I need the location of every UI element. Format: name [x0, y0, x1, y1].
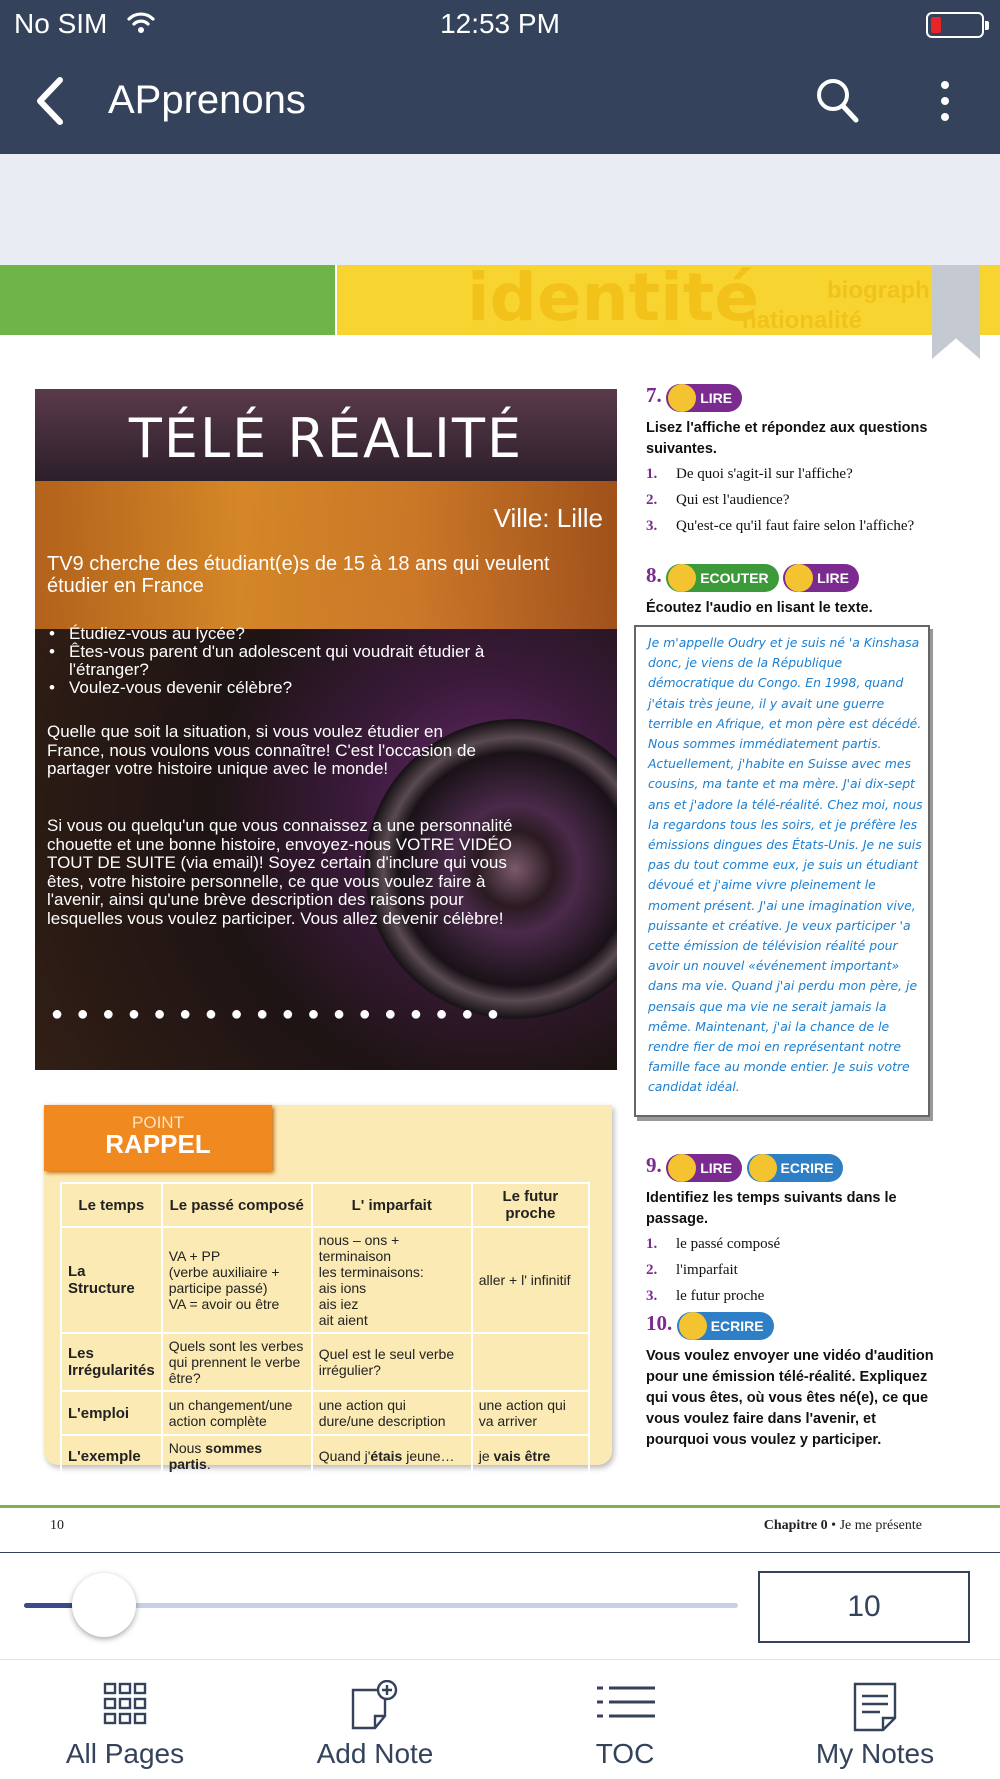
page-number-input[interactable]: 10: [758, 1571, 970, 1643]
poster-paragraph-2: Si vous ou quelqu'un que vous connaissez a une personnalité chouette et une bonne histoire, envoyez-nous VOTRE VIDÉO TOUT DE SUITE (via email)! Soyez certain d'inclure qui vous êtes, votre histoire personnelle, ce que vous voulez faire à l'avenir, ainsi qu'une brève description des raisons pour lesquelles vous voulez participer. Vous allez devenir célèbre!: [47, 816, 513, 928]
table-cell: aller + l' infinitif: [472, 1227, 589, 1333]
list-item: 2. Qui est l'audience?: [646, 491, 790, 508]
more-vertical-icon[interactable]: [930, 78, 960, 124]
table-cell: Quels sont les verbes qui prennent le verbe être?: [162, 1333, 312, 1391]
tab-toc[interactable]: [500, 1660, 750, 1779]
tab-my-notes[interactable]: [750, 1660, 1000, 1779]
app-bar: [0, 50, 1000, 154]
battery-icon: [926, 12, 984, 38]
exercise-7: [646, 383, 936, 544]
header-yellow-band: [337, 265, 1000, 335]
notes-icon: [845, 1680, 905, 1734]
rappel-title: RAPPEL: [105, 1129, 211, 1159]
poster-paragraph-1: Quelle que soit la situation, si vous voulez étudier en France, nous voulons vous connaître! C'est l'occasion de partager votre histoire unique avec le monde!: [47, 722, 476, 778]
table-cell: VA + PP (verbe auxiliaire + participe passé) VA = avoir ou être: [162, 1227, 312, 1333]
exercise-10: [646, 1311, 936, 1451]
tab-add-note[interactable]: [250, 1660, 500, 1779]
table-cell: un changement/une action complète: [162, 1391, 312, 1435]
chapter-label: Chapitre 0 • Je me présente: [763, 1518, 922, 1533]
poster-bullet: • Étudiez-vous au lycée?: [69, 625, 489, 643]
exercise-number: 9.: [646, 1153, 662, 1177]
ear-icon: [668, 564, 696, 592]
poster-bullets: [69, 625, 489, 697]
clock: 12:53 PM: [440, 8, 560, 39]
table-cell: je vais être: [472, 1435, 589, 1477]
tab-label: TOC: [595, 1738, 655, 1769]
table-header: L' imparfait: [312, 1183, 472, 1227]
book-page[interactable]: [0, 265, 1000, 1553]
list-icon: [595, 1680, 655, 1730]
poster-lead: TV9 cherche des étudiant(e)s de 15 à 18 ans qui veulent étudier en France: [47, 553, 550, 597]
exercise-number: 10.: [646, 1311, 673, 1335]
table-cell: nous – ons + terminaison les terminaisons: ais ions ais iez ait aient: [312, 1227, 472, 1333]
tab-label: Add Note: [316, 1738, 434, 1769]
table-cell: Quand j'étais jeune…: [312, 1435, 472, 1477]
poster-dots: ● ● ● ● ● ● ● ● ● ● ● ● ● ● ● ● ● ●: [51, 1003, 503, 1025]
app-title: APprenons: [108, 78, 306, 122]
list-item: 3. Qu'est-ce qu'il faut faire selon l'affiche?: [646, 517, 915, 534]
table-cell: une action qui va arriver: [472, 1391, 589, 1435]
pencil-icon: [749, 1154, 777, 1182]
grid-icon: [95, 1680, 155, 1730]
table-row-label: L'exemple: [61, 1435, 162, 1477]
tab-label: All Pages: [65, 1738, 185, 1769]
list-item: 1. De quoi s'agit-il sur l'affiche?: [646, 465, 853, 482]
rappel-point-label: POINT: [132, 1113, 184, 1132]
ecouter-badge[interactable]: ECOUTER: [666, 564, 778, 592]
letter-card: [634, 625, 930, 1117]
footer-rule: [0, 1505, 1000, 1508]
page-slider-thumb[interactable]: [72, 1573, 136, 1637]
header-green-band: [0, 265, 335, 335]
exercise-instruction: Identifiez les temps suivants dans le passage.: [646, 1189, 897, 1227]
watermark-identite: identité: [467, 265, 760, 335]
list-item: 3. le futur proche: [646, 1287, 765, 1304]
poster-bullet: • Voulez-vous devenir célèbre?: [69, 679, 489, 697]
table-row-label: Les Irrégularités: [61, 1333, 162, 1391]
lire-badge[interactable]: LIRE: [783, 564, 859, 592]
status-bar: [0, 0, 1000, 50]
letter-text: Je m'appelle Oudry et je suis né 'a Kinshasa donc, je viens de la République démocratique du Congo. En 1998, quand j'étais très jeune, il y avait une guerre terrible en Afrique, et mon père est décédé. Nous sommes immédiatement partis. Actuellement, j'habite en Suisse avec mes cousins, ma tante et ma mère. J'ai dix-sept ans et j'adore la télé-réalité. Chez moi, nous la regardons tous les soirs, et je préfère les émissions dingues des États-Unis. Je ne suis pas du tout comme eux, je suis un étudiant dévoué et j'aime vivre pleinement le moment présent. J'ai une imagination vive, puissante et créative. Je veux participer 'a cette émission de télévision réalité pour avoir un nouvel «événement important» dans ma vie. Quand j'ai perdu mon père, je pensais que ma vie ne serait jamais la même. Maintenant, j'ai la chance de le rendre fier de moi en représentant notre famille face au monde entier. Je suis votre candidat idéal.: [648, 635, 923, 1095]
watermark-biographie: biograph: [827, 277, 930, 304]
exercise-instruction: Vous voulez envoyer une vidéo d'audition pour une émission télé-réalité. Expliquez qui vous êtes, où vous êtes né(e), ce que vous voulez faire dans l'avenir, et pourquoi vous voulez y participer.: [646, 1347, 934, 1448]
table-cell: une action qui dure/une description: [312, 1391, 472, 1435]
table-header: Le passé composé: [162, 1183, 312, 1227]
bottom-tab-bar: [0, 1659, 1000, 1778]
table-header: Le temps: [61, 1183, 162, 1227]
page-number: 10: [50, 1518, 64, 1533]
exercise-number: 8.: [646, 563, 662, 587]
pencil-icon: [679, 1312, 707, 1340]
list-item: 1. le passé composé: [646, 1235, 781, 1252]
book-icon: [785, 564, 813, 592]
ecrire-badge[interactable]: ECRIRE: [677, 1312, 774, 1340]
table-row-label: La Structure: [61, 1227, 162, 1333]
lire-badge[interactable]: LIRE: [666, 384, 742, 412]
poster-title: TÉLÉ RÉALITÉ: [128, 407, 524, 470]
item-list: [646, 1236, 936, 1314]
tab-label: My Notes: [815, 1738, 935, 1769]
question-list: [646, 466, 936, 544]
list-item: 2. l'imparfait: [646, 1261, 738, 1278]
grammar-table: [60, 1182, 590, 1478]
bookmark-ribbon-icon[interactable]: [932, 265, 980, 359]
exercise-instruction: Écoutez l'audio en lisant le texte.: [646, 599, 873, 616]
search-icon[interactable]: [812, 74, 862, 126]
carrier-label: No SIM: [14, 8, 108, 39]
tab-all-pages[interactable]: [0, 1660, 250, 1779]
table-row-label: L'emploi: [61, 1391, 162, 1435]
book-icon: [668, 1154, 696, 1182]
tele-realite-poster: [35, 389, 617, 1070]
table-cell: Nous sommes partis.: [162, 1435, 312, 1477]
back-button[interactable]: [28, 74, 78, 128]
poster-ville: Ville: Lille: [493, 503, 603, 533]
lire-badge[interactable]: LIRE: [666, 1154, 742, 1182]
table-cell: Quel est le seul verbe irrégulier?: [312, 1333, 472, 1391]
page-top-margin: [0, 154, 1000, 265]
table-cell: [472, 1333, 589, 1391]
book-icon: [668, 384, 696, 412]
watermark-nationalite: nationalité: [742, 307, 863, 334]
add-note-icon: [345, 1680, 405, 1734]
page-navigator: [0, 1553, 1000, 1659]
poster-bullet: • Êtes-vous parent d'un adolescent qui voudrait étudier à l'étranger?: [69, 643, 489, 679]
exercise-instruction: Lisez l'affiche et répondez aux questions suivantes.: [646, 419, 928, 457]
exercise-8: [646, 563, 936, 619]
table-header: Le futur proche: [472, 1183, 589, 1227]
exercise-9: [646, 1153, 936, 1314]
exercise-number: 7.: [646, 383, 662, 407]
ecrire-badge[interactable]: ECRIRE: [747, 1154, 844, 1182]
point-rappel-tab: [44, 1105, 272, 1171]
